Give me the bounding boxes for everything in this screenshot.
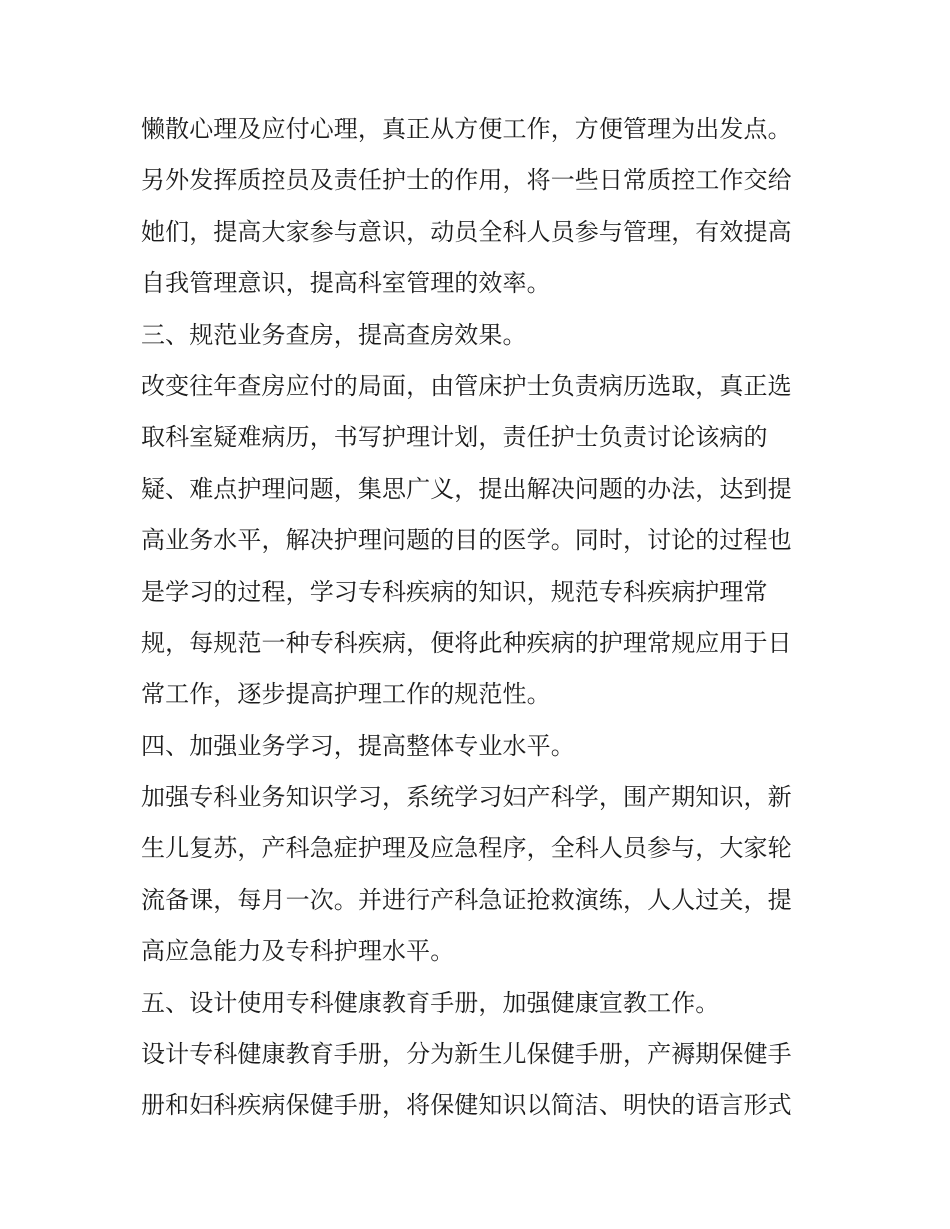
text-line: 册和妇科疾病保健手册，将保健知识以简洁、明快的语言形式 — [141, 1091, 792, 1120]
section-heading-4: 四、加强业务学习，提高整体专业水平。 — [141, 731, 575, 760]
text-line: 加强专科业务知识学习，系统学习妇产科学，围产期知识，新 — [141, 783, 792, 812]
text-line: 设计专科健康教育手册，分为新生儿保健手册，产褥期保健手 — [141, 1040, 792, 1069]
body-text — [141, 106, 821, 1134]
text-line: 懒散心理及应付心理，真正从方便工作，方便管理为出发点。 — [141, 115, 792, 143]
text-line: 规，每规范一种专科疾病，便将此种疾病的护理常规应用于日 — [141, 628, 792, 657]
section-heading-5: 五、设计使用专科健康教育手册，加强健康宣教工作。 — [141, 988, 720, 1017]
text-line: 改变往年查房应付的局面，由管床护士负责病历选取，真正选 — [141, 371, 792, 400]
text-line: 是学习的过程，学习专科疾病的知识，规范专科疾病护理常 — [141, 577, 768, 606]
text-line: 取科室疑难病历，书写护理计划，责任护士负责讨论该病的 — [141, 423, 768, 452]
text-line: 疑、难点护理问题，集思广义，提出解决问题的办法，达到提 — [141, 474, 792, 503]
text-line: 流备课，每月一次。并进行产科急证抢救演练，人人过关，提 — [141, 885, 792, 914]
text-line: 她们，提高大家参与意识，动员全科人员参与管理，有效提高 — [141, 217, 792, 246]
text-line: 自我管理意识，提高科室管理的效率。 — [141, 269, 551, 298]
text-line: 常工作，逐步提高护理工作的规范性。 — [141, 680, 551, 709]
text-line: 高业务水平，解决护理问题的目的医学。同时，讨论的过程也 — [141, 526, 792, 555]
text-line: 生儿复苏，产科急症护理及应急程序，全科人员参与，大家轮 — [141, 834, 792, 863]
text-line: 高应急能力及专科护理水平。 — [141, 937, 455, 966]
section-heading-3: 三、规范业务查房，提高查房效果。 — [141, 320, 527, 349]
text-line: 另外发挥质控员及责任护士的作用，将一些日常质控工作交给 — [141, 166, 792, 195]
